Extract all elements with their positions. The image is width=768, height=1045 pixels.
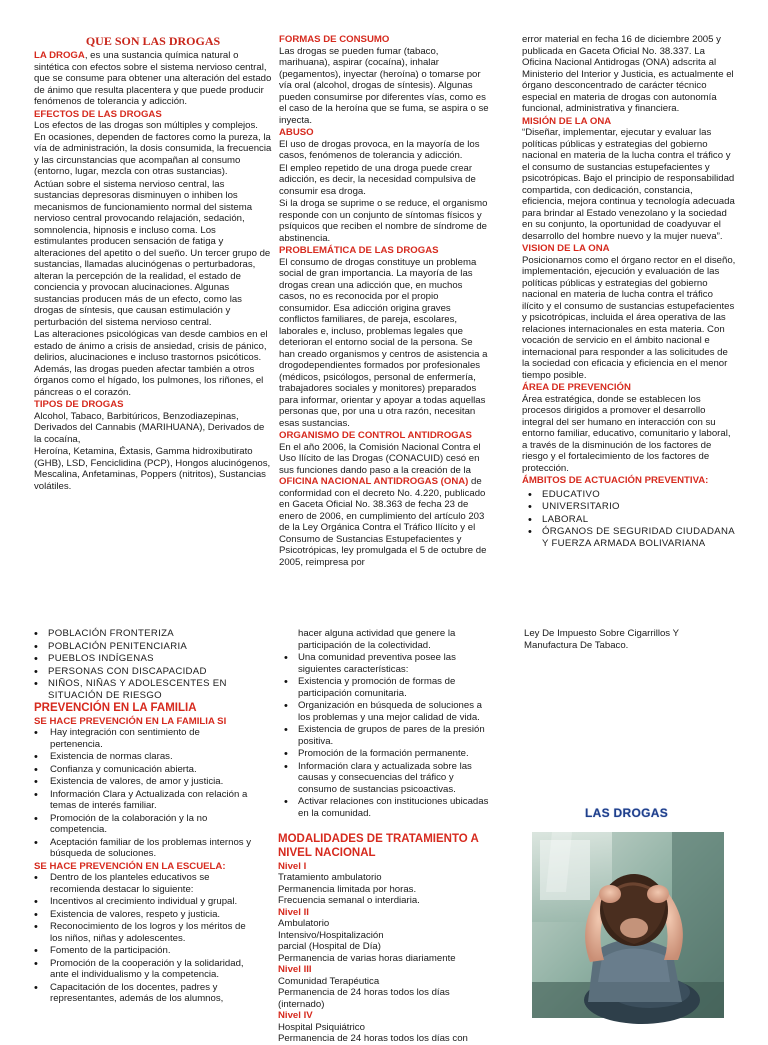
top-column-3 xyxy=(522,34,736,594)
problem-paragraph: El consumo de drogas constituye un problema social de gran importancia. La mayoría de las drogas crean una adicción que, en muchos casos, no es reconocida por el propio consumidor. Esa adicción origina graves conflictos familiares, de pareja, escolares, laborales e, incluso, problemas legales que deterioran el entorno social de la persona. Se han creado organismos y centros de asistencia a drogodependientes formados por profesionales (médicos, psicólogos, personal de enfermería, trabajadores sociales y monitores) preparados para informar, orientar y apoyar a todas aquellas personas que, por una u otra razón, necesitan esas sustancias. xyxy=(279,256,488,429)
abuse-paragraph-2: El empleo repetido de una droga puede crear adicción, es decir, la necesidad compulsiva de consumir esa droga. xyxy=(279,162,476,197)
ona-name: OFICINA NACIONAL ANTIDROGAS (ONA) xyxy=(279,476,469,487)
list-item: • ÓRGANOS DE SEGURIDAD CIUDADANA Y FUERZA ARMADA BOLIVARIANA xyxy=(522,526,736,549)
list-item: • PUEBLOS INDÍGENAS xyxy=(28,653,252,665)
level-line: (internado) xyxy=(278,998,325,1010)
list-item: • Existencia y promoción de formas de participación comunitaria. xyxy=(278,676,492,699)
treatment-levels xyxy=(278,861,492,1045)
level-line: Permanencia de 24 horas todos los días con xyxy=(278,1033,468,1045)
heading-vision: VISION DE LA ONA xyxy=(522,243,610,254)
level-line: Tratamiento ambulatorio xyxy=(278,872,382,884)
heading-problem: PROBLEMÁTICA DE LAS DROGAS xyxy=(279,245,439,256)
list-item: • Fomento de la participación. xyxy=(28,945,252,957)
distressed-woman-illustration xyxy=(532,832,724,1018)
bottom-column-2 xyxy=(278,628,492,1045)
level-line: Permanencia limitada por horas. xyxy=(278,883,417,895)
level-line: Frecuencia semanal o interdiaria. xyxy=(278,895,420,907)
list-item: • Confianza y comunicación abierta. xyxy=(28,764,252,776)
list-item: • UNIVERSITARIO xyxy=(522,501,736,513)
intro-paragraph xyxy=(34,50,272,108)
list-item: • Incentivos al crecimiento individual y grupal. xyxy=(28,896,252,908)
list-item: • POBLACIÓN PENITENCIARIA xyxy=(28,641,252,653)
heading-family-sub: SE HACE PREVENCIÓN EN LA FAMILIA SI xyxy=(34,715,227,727)
family-list xyxy=(28,727,252,860)
cover-photo xyxy=(532,832,724,1018)
level-name: Nivel IV xyxy=(278,1010,313,1022)
level-line: Hospital Psiquiátrico xyxy=(278,1021,365,1033)
list-item: • Información clara y actualizada sobre las causas y consecuencias del tráfico y consumo de sustancias psicoactivas. xyxy=(278,761,492,796)
bottom-column-3 xyxy=(524,628,734,668)
list-item: • Organización en búsqueda de soluciones a los problemas y una mejor calidad de vida. xyxy=(278,700,492,723)
intro-text: , es una sustancia química natural o sintética con efectos sobre el sistema nervioso central, que se consume para obtener una alteración del estado de ánimo que resulta placentera y que puede producir fenómenos de tolerancia y adicción. xyxy=(34,50,272,108)
types-paragraph-2: Heroína, Ketamina, Éxtasis, Gamma hidroxibutirato (GHB), LSD, Fenciclidina (PCP), Hongos alucinógenos, Mescalina, Anfetaminas, Poppers (nitritos), Sustancias volátiles. xyxy=(34,446,271,492)
abuse-paragraph-3: Si la droga se suprime o se reduce, el organismo responde con un conjunto de síntomas físicos y psíquicos que reciben el nombre de síndrome de abstinencia. xyxy=(279,198,488,244)
forms-paragraph: Las drogas se pueden fumar (tabaco, marihuana), aspirar (cocaína), inhalar (pegamentos), inyectar (heroína) o tomarse por vía oral (alcohol, drogas de síntesis). Algunas pueden consumirse por diferentes vías, como es el caso de la heroína que se fuma, se aspira o se inyecta. xyxy=(279,45,489,126)
area-paragraph: Área estratégica, donde se establecen los procesos dirigidos a promover el desarrollo integral del ser humano en interacción con su entorno familiar, educativo, comunitario y laboral, a través de la disminución de los factores de riesgo y el fortalecimiento de los factores de protección. xyxy=(522,393,731,474)
list-item: • Existencia de valores, respeto y justicia. xyxy=(28,909,252,921)
heading-prevention-area: ÁREA DE PREVENCIÓN xyxy=(522,382,631,393)
list-item: • Una comunidad preventiva posee las siguientes características: xyxy=(278,652,492,675)
heading-organism: ORGANISMO DE CONTROL ANTIDROGAS xyxy=(279,430,472,441)
heading-treatment: MODALIDADES DE TRATAMIENTO A NIVEL NACIONAL xyxy=(278,833,479,859)
list-item: • Existencia de normas claras. xyxy=(28,751,252,763)
types-paragraph-1: Alcohol, Tabaco, Barbitúricos, Benzodiazepinas, Derivados del Cannabis (MARIHUANA), Derivados de la cocaína, xyxy=(34,410,265,445)
cover-title: LAS DROGAS xyxy=(585,806,669,820)
ona-continuation: error material en fecha 16 de diciembre 2005 y publicada en Gaceta Oficial No. 38.337. La Oficina Nacional Antidrogas (ONA) adscrita al Ministerio del Interior y Justicia, es actualmente el órgano desconcentrado de carácter técnico especial en materia de drogas con autonomía funcional, administrativa y financiera. xyxy=(522,34,734,114)
vision-paragraph: Posicionarnos como el órgano rector en el diseño, implementación, ejecución y evaluación de las políticas públicas y estrategias del gobierno nacional en materia de lucha contra el tráfico ilícito y el consumo de sustancias estupefacientes y psicotrópicas, incluida el área operativa de las relaciones internacionales en esta materia. Con vocación de servicio en el ámbito nacional e internacional para responder a las solicitudes de la sociedad con eficacia y eficiencia en el menor tiempo posible. xyxy=(522,254,736,381)
intro-term: LA DROGA xyxy=(34,50,85,62)
list-item: • POBLACIÓN FRONTERIZA xyxy=(28,628,252,640)
scopes-list xyxy=(522,489,736,550)
list-item: • Información Clara y Actualizada con relación a temas de interés familiar. xyxy=(28,789,252,812)
level-line: parcial (Hospital de Día) xyxy=(278,941,381,953)
level-line: Intensivo/Hospitalización xyxy=(278,929,384,941)
heading-effects: EFECTOS DE LAS DROGAS xyxy=(34,108,162,120)
heading-mission: MISIÓN DE LA ONA xyxy=(522,115,612,127)
list-item: • Promoción de la formación permanente. xyxy=(278,748,492,760)
groups-list xyxy=(28,628,252,701)
list-item: • Activar relaciones con instituciones ubicadas en la comunidad. xyxy=(278,796,492,819)
level-line: Permanencia de 24 horas todos los días xyxy=(278,987,450,999)
heading-scopes: ÁMBITOS DE ACTUACIÓN PREVENTIVA: xyxy=(522,475,709,486)
list-item: • Aceptación familiar de los problemas internos y búsqueda de soluciones. xyxy=(28,837,252,860)
list-item: • NIÑOS, NIÑAS Y ADOLESCENTES EN SITUACIÓN DE RIESGO xyxy=(28,678,252,701)
list-item: • Reconocimiento de los logros y los méritos de los niños, niñas y adolescentes. xyxy=(28,921,252,944)
top-column-2 xyxy=(279,34,491,594)
community-continuation: hacer alguna actividad que genere la participación de la colectividad. xyxy=(298,628,456,651)
list-item: • PERSONAS CON DISCAPACIDAD xyxy=(28,666,252,678)
community-list xyxy=(278,652,492,819)
level-line: Permanencia de varias horas diariamente xyxy=(278,952,456,964)
level-name: Nivel III xyxy=(278,964,312,976)
list-item: • Existencia de valores, de amor y justicia. xyxy=(28,776,252,788)
list-item: • Promoción de la colaboración y la no competencia. xyxy=(28,813,252,836)
level-name: Nivel II xyxy=(278,906,309,918)
mission-paragraph: “Diseñar, implementar, ejecutar y evaluar las políticas públicas y estrategias del gobierno nacional en materia de la lucha contra el tráfico y el consumo de sustancias estupefacientes y psicotrópicas. Bajo el principio de responsabilidad compartida, con dedicación, constancia, eficiencia, mejora continua y tecnología adecuada para brindar al Estado venezolano y la sociedad en su conjunto, la oportunidad de coadyuvar el desarrollo del hombre nuevo y la mujer nueva”. xyxy=(522,127,735,242)
list-item: • LABORAL xyxy=(522,514,736,526)
top-column-1 xyxy=(34,34,272,594)
heading-forms: FORMAS DE CONSUMO xyxy=(279,34,390,45)
level-name: Nivel I xyxy=(278,860,307,872)
page-title: QUE SON LAS DROGAS xyxy=(85,34,221,48)
list-item: • Existencia de grupos de pares de la presión positiva. xyxy=(278,724,492,747)
heading-family: PREVENCIÓN EN LA FAMILIA xyxy=(34,702,197,714)
tobacco-law-continuation: Ley De Impuesto Sobre Cigarrillos Y Manufactura De Tabaco. xyxy=(524,628,679,651)
organism-paragraph xyxy=(279,442,491,569)
level-line: Ambulatorio xyxy=(278,918,330,930)
heading-types: TIPOS DE DROGAS xyxy=(34,399,124,411)
list-item: • Promoción de la cooperación y la solidaridad, ante el individualismo y la competencia. xyxy=(28,958,252,981)
list-item: • Capacitación de los docentes, padres y representantes, además de los alumnos, xyxy=(28,982,252,1005)
abuse-paragraph-1: El uso de drogas provoca, en la mayoría de los casos, fenómenos de tolerancia y adicción. xyxy=(279,138,480,161)
list-item: • Dentro de los planteles educativos se recomienda destacar lo siguiente: xyxy=(28,872,252,895)
organism-text-b: de conformidad con el decreto No. 4.220, publicado en Gaceta Oficial No. 38.363 de fecha 23 de enero de 2006, en cumplimiento del artículo 203 de la Ley Orgánica Contra el Tráfico Ilícito y el Consumo de Sustancias Estupefacientes y Psicotrópicas, ley promulgada el 5 de octubre de 2005, reimpresa por xyxy=(279,476,487,568)
effects-paragraph-3: Las alteraciones psicológicas van desde cambios en el estado de ánimo a crisis de ansiedad, crisis de pánico, delirios, alucinaciones e incluso trastornos psicóticos. Además, las drogas pueden afectar también a otros órganos como el hígado, los pulmones, los riñones, el páncreas o el corazón. xyxy=(34,329,268,398)
list-item: • Hay integración con sentimiento de pertenencia. xyxy=(28,727,252,750)
heading-school: SE HACE PREVENCIÓN EN LA ESCUELA: xyxy=(34,860,226,872)
school-list xyxy=(28,872,252,1005)
effects-paragraph-1: Los efectos de las drogas son múltiples y complejos. En ocasiones, dependen de factores como la pureza, la vía de administración, la dosis consumida, la frecuencia y las circunstancias que acompañan al consumo (entorno, lugar, mezcla con otras sustancias). xyxy=(34,120,272,178)
organism-text-a: En el año 2006, la Comisión Nacional Contra el Uso Ilícito de las Drogas (CONACUID) cesó en sus funciones dando paso a la creación de la xyxy=(279,441,481,476)
effects-paragraph-2: Actúan sobre el sistema nervioso central, las sustancias depresoras disminuyen o inhiben los mecanismos de funcionamiento normal del sistema nervioso central provocando relajación, sedación, somnolencia, hipnosis e incluso coma. Los estimulantes producen sensación de fatiga y alteraciones del apetito o del sueño. Un tercer grupo de sustancias, llamadas alucinógenas o perturbadoras, alteran la percepción de la realidad, el estado de conciencia y provocan alucinaciones. Algunas sustancias producen más de un efecto, como las drogas de síntesis, que causan estimulación y perturbación del sistema nervioso central. xyxy=(34,178,271,328)
list-item: • EDUCATIVO xyxy=(522,489,736,501)
level-line: Comunidad Terapéutica xyxy=(278,975,380,987)
heading-abuse: ABUSO xyxy=(279,127,314,138)
bottom-column-1 xyxy=(28,628,252,1024)
